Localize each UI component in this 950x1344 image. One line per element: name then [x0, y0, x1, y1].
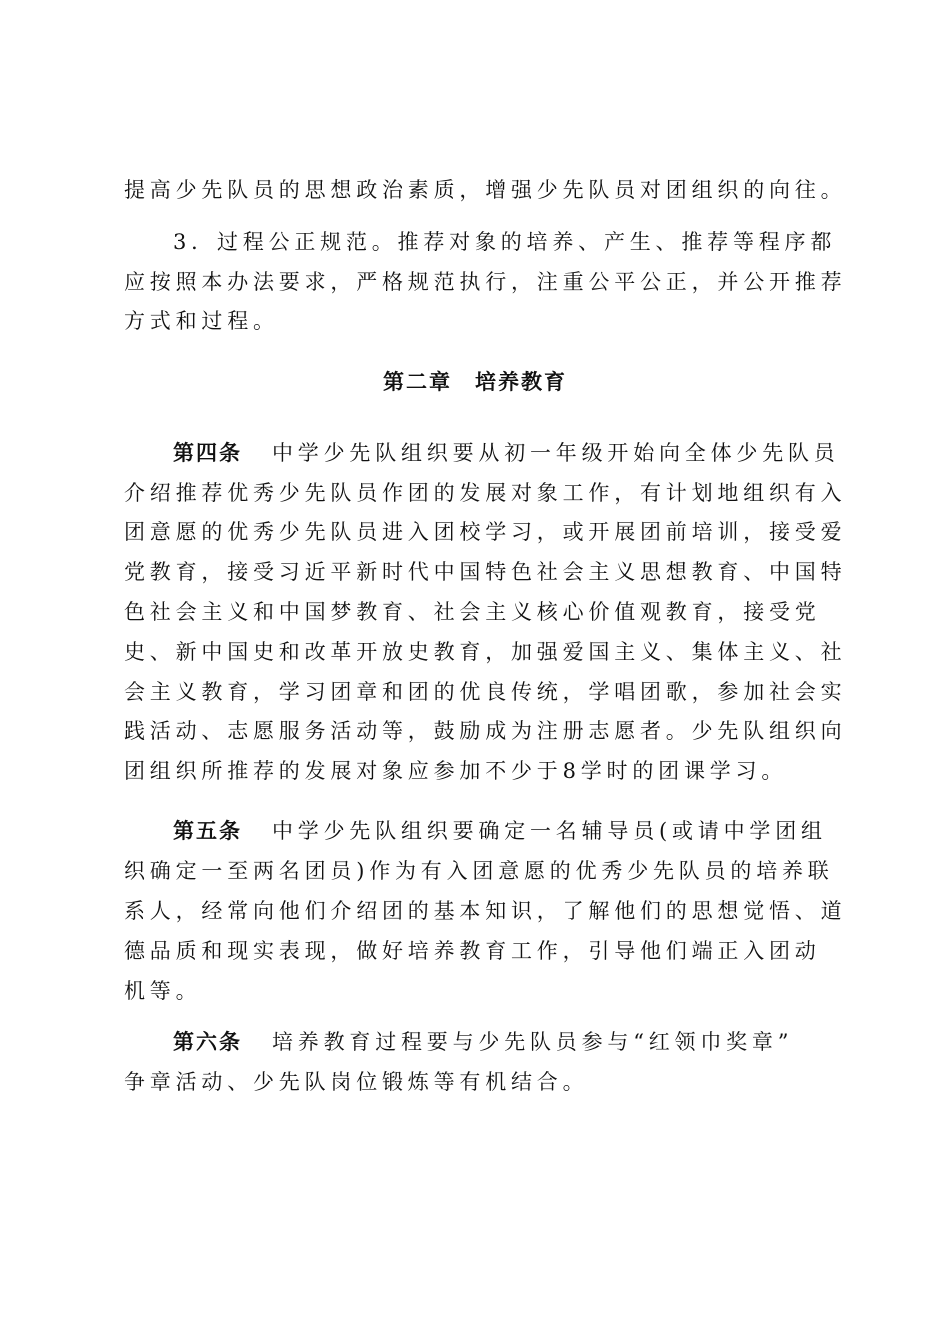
chapter-title: 第二章 培养教育	[383, 370, 567, 394]
body-text-line: 团意愿的优秀少先队员进入团校学习，或开展团前培训，接受爱	[124, 520, 847, 544]
body-text-line: 系人，经常向他们介绍团的基本知识，了解他们的思想觉悟、道	[124, 899, 847, 923]
body-text-line: 织确定一至两名团员)作为有入团意愿的优秀少先队员的培养联	[124, 859, 834, 883]
article-first-line	[173, 439, 840, 467]
article-text: 培养教育过程要与少先队员参与“红领巾奖章”	[272, 1030, 794, 1054]
body-text-line: 3．过程公正规范。推荐对象的培养、产生、推荐等程序都	[173, 230, 837, 254]
body-text-line: 争章活动、少先队岗位锻炼等有机结合。	[124, 1070, 589, 1094]
body-text-line: 介绍推荐优秀少先队员作团的发展对象工作，有计划地组织有入	[124, 481, 847, 505]
body-text-line: 机等。	[124, 979, 202, 1003]
article-label: 第五条	[173, 819, 242, 843]
article-label: 第六条	[173, 1030, 242, 1054]
body-text-line: 史、新中国史和改革开放史教育，加强爱国主义、集体主义、社	[124, 640, 847, 664]
article-label: 第四条	[173, 441, 242, 465]
body-text-line: 党教育，接受习近平新时代中国特色社会主义思想教育、中国特	[124, 560, 847, 584]
article-text: 中学少先队组织要确定一名辅导员(或请中学团组	[272, 819, 827, 843]
body-text-line: 提高少先队员的思想政治素质，增强少先队员对团组织的向往。	[124, 178, 847, 202]
body-text-line: 团组织所推荐的发展对象应参加不少于8学时的团课学习。	[124, 759, 788, 783]
article-text: 中学少先队组织要从初一年级开始向全体少先队员	[272, 441, 840, 465]
body-text-line: 方式和过程。	[124, 309, 279, 333]
body-text-line: 践活动、志愿服务活动等，鼓励成为注册志愿者。少先队组织向	[124, 719, 847, 743]
body-text-line: 色社会主义和中国梦教育、社会主义核心价值观教育，接受党	[124, 600, 821, 624]
body-text-line: 会主义教育，学习团章和团的优良传统，学唱团歌，参加社会实	[124, 680, 847, 704]
article-first-line	[173, 1028, 826, 1056]
body-text-line: 德品质和现实表现，做好培养教育工作，引导他们端正入团动	[124, 939, 821, 963]
body-text-line: 应按照本办法要求，严格规范执行，注重公平公正，并公开推荐	[124, 270, 847, 294]
article-first-line	[173, 817, 826, 845]
